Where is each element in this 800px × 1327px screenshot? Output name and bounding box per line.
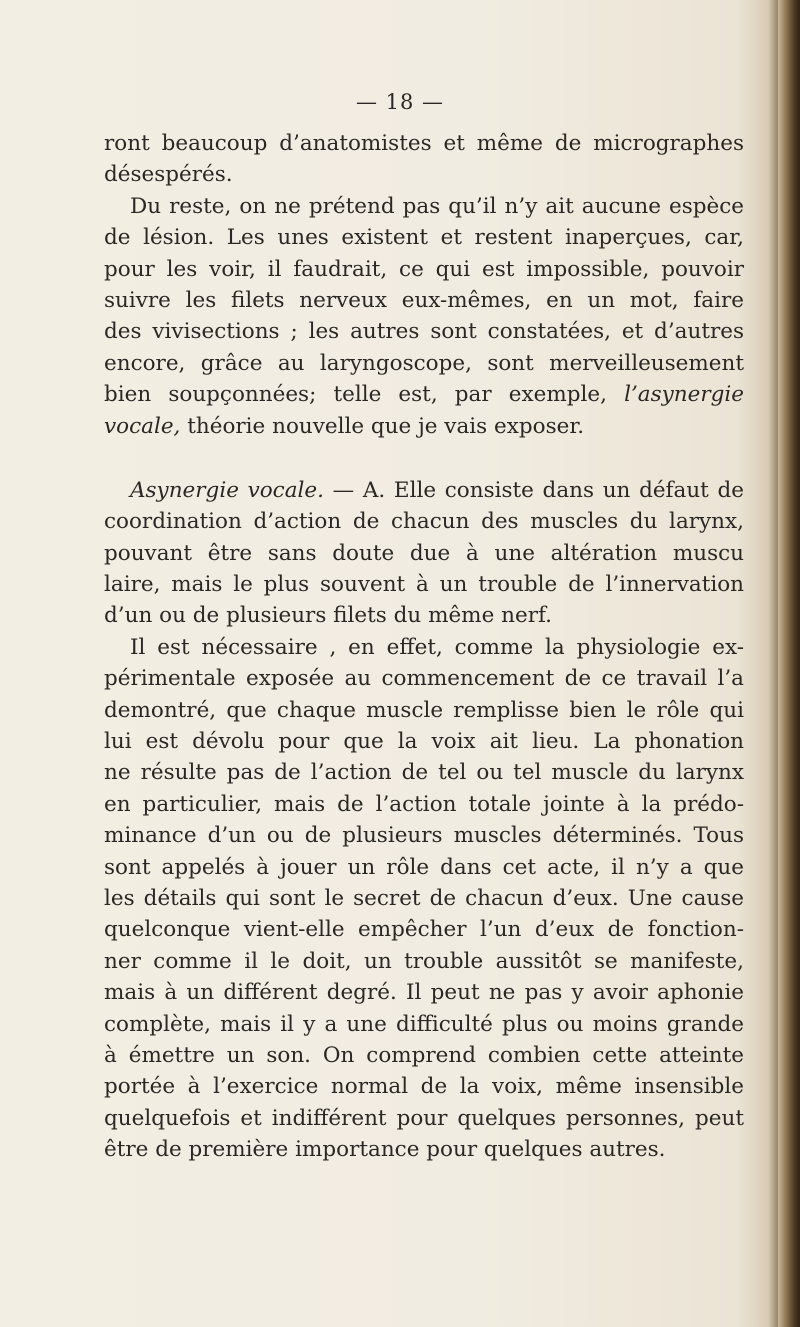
- paragraph-gap: [104, 442, 744, 475]
- text-line: [104, 411, 744, 442]
- text-line: quelconque vient-elle empêcher l’un d’eux de fonction-: [104, 917, 744, 943]
- text-line: des vivisections ; les autres sont constatées, et d’autres: [104, 319, 744, 345]
- text-line: demontré, que chaque muscle remplisse bien le rôle qui: [104, 697, 744, 723]
- text-line: complète, mais il y a une difficulté plus ou moins grande: [104, 1011, 744, 1037]
- text-line: laire, mais le plus souvent à un trouble de l’innervation: [104, 572, 744, 598]
- text-line: ne résulte pas de l’action de tel ou tel muscle du larynx: [104, 760, 744, 786]
- text-line: les détails qui sont le secret de chacun d’eux. Une cause: [104, 885, 744, 911]
- text-line: ront beaucoup d’anatomistes et même de micrographes: [104, 131, 744, 156]
- text-line: pouvant être sans doute due à une altération muscu: [104, 540, 744, 566]
- text-line: portée à l’exercice normal de la voix, même insensible: [104, 1074, 744, 1100]
- text-segment: — A. Elle consiste dans un défaut de: [332, 477, 744, 503]
- page-number: — 18 —: [355, 90, 445, 114]
- text-segment: théorie nouvelle que je vais exposer.: [187, 413, 585, 439]
- text-line: Du reste, on ne prétend pas qu’il n’y ait aucune espèce: [130, 193, 744, 219]
- text-line: être de première importance pour quelques autres.: [104, 1137, 666, 1163]
- text-line: en particulier, mais de l’action totale jointe à la prédo-: [104, 791, 744, 817]
- text-line: encore, grâce au laryngoscope, sont merveilleusement: [104, 350, 744, 376]
- page-text: [104, 128, 744, 1166]
- text-line: ner comme il le doit, un trouble aussitôt se manifeste,: [104, 948, 744, 974]
- text-segment: bien soupçonnées; telle est, par exemple,: [104, 382, 607, 408]
- text-line: lui est dévolu pour que la voix ait lieu. La phonation: [104, 729, 744, 755]
- text-line: à émettre un son. On comprend combien cette atteinte: [104, 1042, 744, 1068]
- italic-term: vocale,: [104, 413, 181, 439]
- text-line: désespérés.: [104, 162, 233, 188]
- section-heading: Asynergie vocale.: [130, 477, 324, 503]
- text-line: Il est nécessaire , en effet, comme la physiologie ex-: [130, 634, 744, 660]
- text-line: de lésion. Les unes existent et restent inaperçues, car,: [104, 225, 744, 251]
- text-line: pour les voir, il faudrait, ce qui est impossible, pouvoir: [104, 256, 744, 282]
- text-line: [104, 379, 744, 410]
- italic-term: l’asynergie: [624, 382, 744, 408]
- text-line: d’un ou de plusieurs filets du même nerf.: [104, 603, 553, 629]
- book-spine-edge: [778, 0, 800, 1327]
- text-line: suivre les filets nerveux eux-mêmes, en un mot, faire: [104, 287, 744, 313]
- text-line: [104, 475, 744, 506]
- text-line: minance d’un ou de plusieurs muscles déterminés. Tous: [104, 823, 744, 849]
- text-line: sont appelés à jouer un rôle dans cet acte, il n’y a que: [104, 854, 744, 880]
- text-line: mais à un différent degré. Il peut ne pas y avoir aphonie: [104, 980, 744, 1006]
- text-line: périmentale exposée au commencement de ce travail l’a: [104, 666, 744, 692]
- text-line: coordination d’action de chacun des muscles du larynx,: [104, 509, 744, 535]
- text-line: quelquefois et indifférent pour quelques personnes, peut: [104, 1105, 744, 1131]
